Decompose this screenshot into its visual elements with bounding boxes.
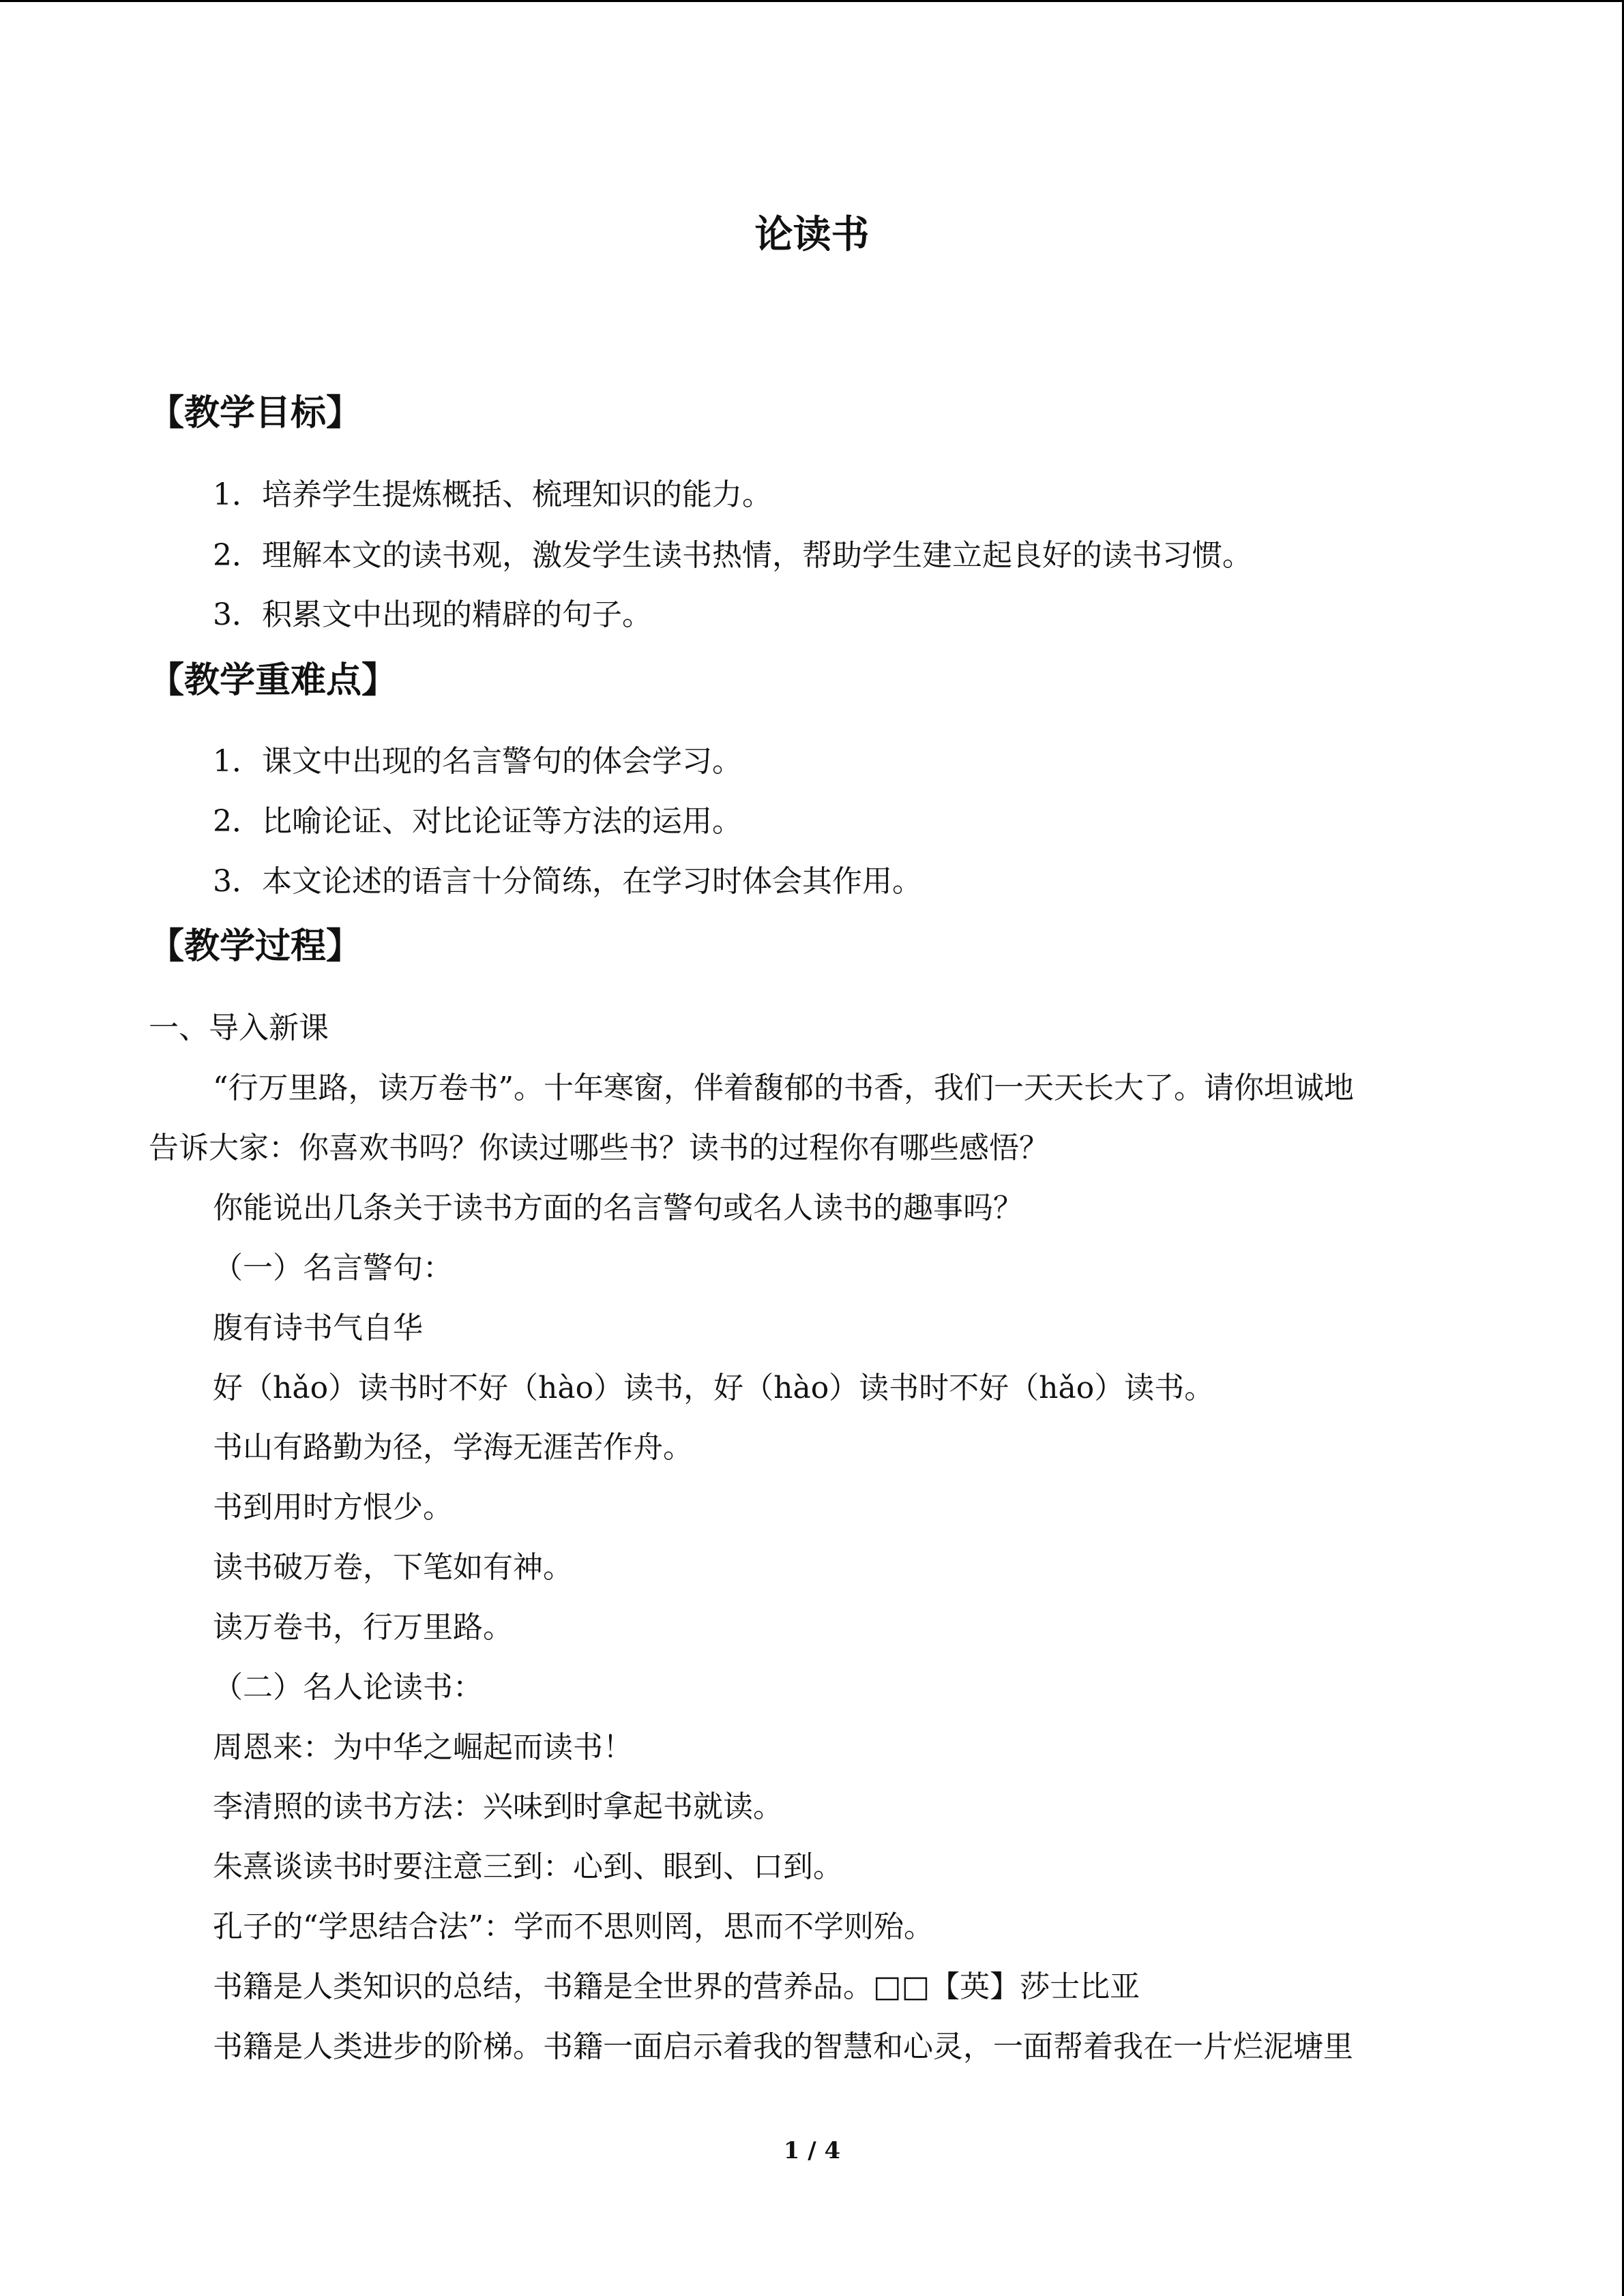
goal-item: 3．积累文中出现的精辟的句子。 bbox=[213, 597, 652, 632]
famous-quote-line: 李清照的读书方法：兴味到时拿起书就读。 bbox=[213, 1789, 783, 1824]
intro-question: 你能说出几条关于读书方面的名言警句或名人读书的趣事吗？ bbox=[213, 1191, 1023, 1225]
goal-item: 2．理解本文的读书观，激发学生读书热情，帮助学生建立起良好的读书习惯。 bbox=[213, 538, 1252, 573]
quotes-subheading: （一）名言警句： bbox=[213, 1251, 453, 1285]
key-point-item: 3．本文论述的语言十分简练，在学习时体会其作用。 bbox=[213, 864, 922, 899]
famous-quote-line: 书籍是人类进步的阶梯。书籍一面启示着我的智慧和心灵，一面帮着我在一片烂泥塘里 bbox=[213, 2029, 1353, 2064]
page-number: 1 / 4 bbox=[783, 2137, 841, 2164]
famous-quote-line: 朱熹谈读书时要注意三到：心到、眼到、口到。 bbox=[213, 1849, 843, 1884]
key-point-item: 2．比喻论证、对比论证等方法的运用。 bbox=[213, 804, 742, 839]
goal-item: 1．培养学生提炼概括、梳理知识的能力。 bbox=[213, 477, 772, 512]
page-border-top bbox=[0, 0, 1624, 2]
section-heading-goals: 【教学目标】 bbox=[149, 393, 362, 434]
step-heading: 一、导入新课 bbox=[149, 1011, 329, 1045]
intro-paragraph-line: “行万里路，读万卷书”。十年寒窗，伴着馥郁的书香，我们一天天长大了。请你坦诚地 bbox=[213, 1071, 1354, 1105]
page-title: 论读书 bbox=[754, 213, 870, 257]
quote-line: 读万卷书，行万里路。 bbox=[213, 1610, 513, 1645]
famous-quote-line: 书籍是人类知识的总结，书籍是全世界的营养品。□□【英】莎士比亚 bbox=[213, 1969, 1140, 2004]
section-heading-process: 【教学过程】 bbox=[149, 926, 362, 967]
quote-line: 书山有路勤为径，学海无涯苦作舟。 bbox=[213, 1430, 693, 1465]
famous-quote-line: 孔子的“学思结合法”：学而不思则罔，思而不学则殆。 bbox=[213, 1909, 934, 1944]
famous-quote-line: 周恩来：为中华之崛起而读书！ bbox=[213, 1730, 633, 1765]
quote-line: 好（hǎo）读书时不好（hào）读书，好（hào）读书时不好（hǎo）读书。 bbox=[213, 1371, 1215, 1405]
key-point-item: 1．课文中出现的名言警句的体会学习。 bbox=[213, 744, 742, 779]
quote-line: 腹有诗书气自华 bbox=[213, 1311, 423, 1345]
famous-subheading: （二）名人论读书： bbox=[213, 1670, 483, 1705]
quote-line: 书到用时方恨少。 bbox=[213, 1490, 453, 1525]
intro-paragraph-line: 告诉大家：你喜欢书吗？你读过哪些书？读书的过程你有哪些感悟？ bbox=[149, 1131, 1049, 1165]
section-heading-key-points: 【教学重难点】 bbox=[149, 660, 398, 701]
quote-line: 读书破万卷，下笔如有神。 bbox=[213, 1550, 573, 1585]
